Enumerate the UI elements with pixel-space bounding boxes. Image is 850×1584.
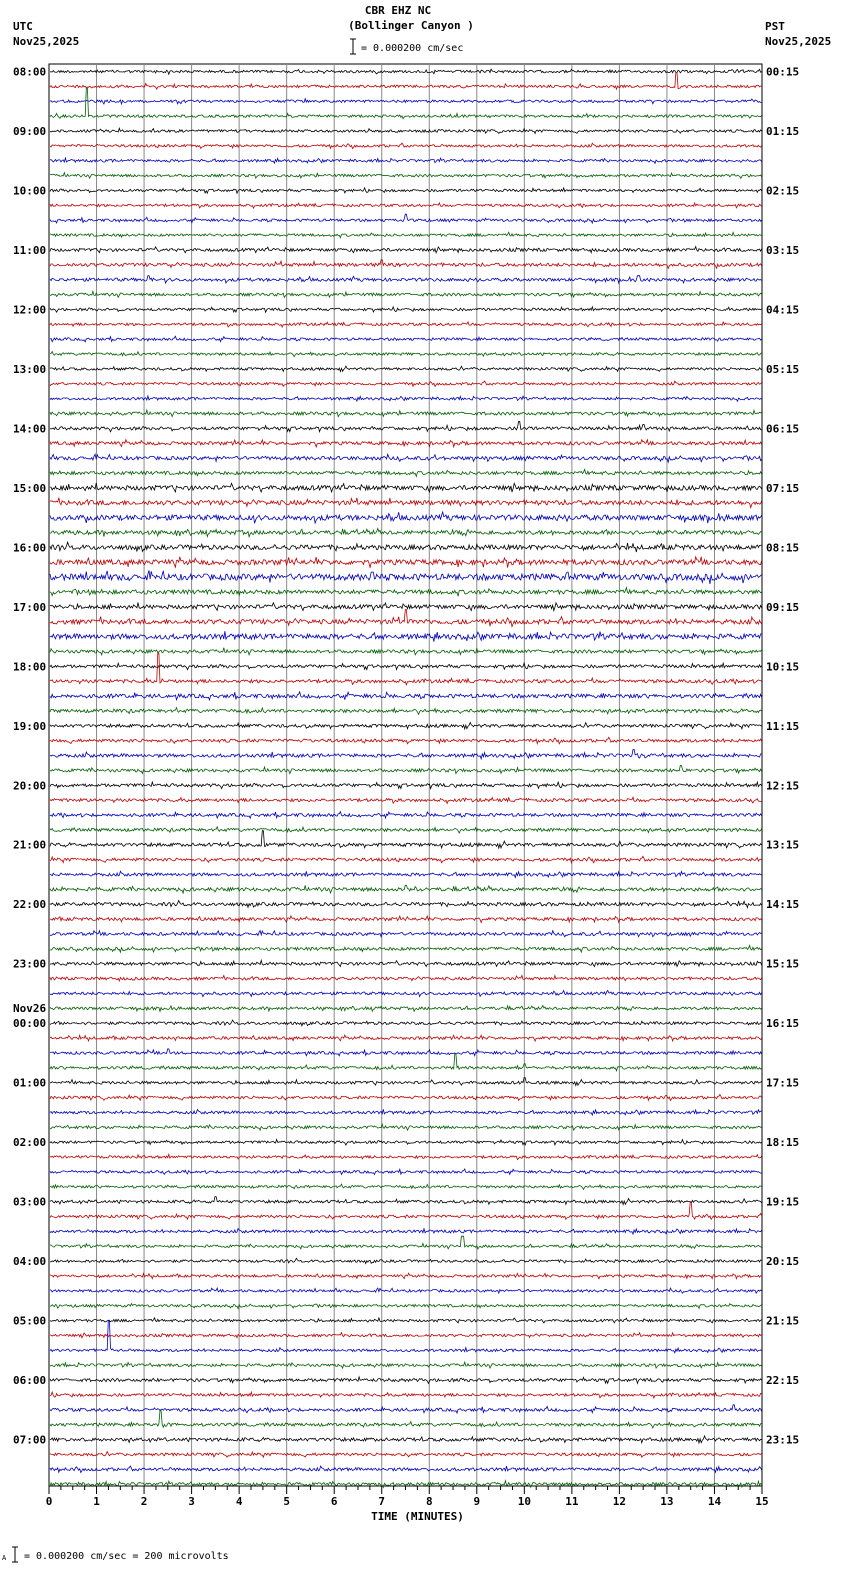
left-time-label: 18:00 xyxy=(13,660,47,674)
left-time-label: 09:00 xyxy=(13,124,47,138)
seismic-trace xyxy=(50,653,762,685)
seismic-trace xyxy=(50,1236,762,1249)
seismic-trace xyxy=(50,454,762,462)
left-time-label: 22:00 xyxy=(13,898,47,912)
x-tick-label: 13 xyxy=(660,1495,674,1508)
x-tick-label: 14 xyxy=(707,1495,722,1508)
left-time-label: 11:00 xyxy=(13,243,47,257)
seismic-trace xyxy=(50,1054,762,1071)
seismic-trace xyxy=(50,990,762,996)
left-time-label: 01:00 xyxy=(13,1076,47,1090)
seismic-trace xyxy=(50,885,762,893)
right-time-label: 12:15 xyxy=(766,779,800,793)
seismic-trace xyxy=(50,143,762,148)
x-tick-label: 9 xyxy=(473,1495,481,1508)
right-time-label: 03:15 xyxy=(766,243,800,257)
seismic-trace xyxy=(50,307,762,312)
x-tick-label: 8 xyxy=(425,1495,433,1508)
right-time-label: 17:15 xyxy=(766,1076,800,1090)
seismic-trace xyxy=(50,322,762,327)
x-tick-label: 5 xyxy=(283,1495,290,1508)
seismic-trace xyxy=(50,128,762,133)
seismic-trace xyxy=(50,750,762,759)
seismic-trace xyxy=(50,366,762,371)
seismic-trace xyxy=(50,1411,762,1428)
left-date: Nov25,2025 xyxy=(13,35,80,48)
seismic-trace xyxy=(50,498,762,508)
header-scale-label: = 0.000200 cm/sec xyxy=(361,43,464,54)
right-time-label: 05:15 xyxy=(766,362,800,376)
right-time-label: 23:15 xyxy=(766,1433,800,1447)
right-time-label: 00:15 xyxy=(766,65,800,79)
left-date-label: Nov26 xyxy=(13,1002,47,1016)
seismic-trace xyxy=(50,782,762,789)
left-time-label: 20:00 xyxy=(13,779,47,793)
left-time-label: 13:00 xyxy=(13,362,47,376)
footer-prefix: A xyxy=(2,1554,7,1562)
seismic-trace xyxy=(50,812,762,819)
seismic-trace xyxy=(50,276,762,283)
seismic-trace xyxy=(50,173,762,179)
seismic-trace xyxy=(50,69,762,74)
seismic-trace xyxy=(50,1140,762,1146)
seismic-trace xyxy=(50,232,762,238)
seismic-trace xyxy=(50,1078,762,1086)
x-tick-label: 15 xyxy=(755,1495,769,1508)
seismic-trace xyxy=(50,1109,762,1115)
right-time-label: 19:15 xyxy=(766,1195,800,1209)
seismic-trace xyxy=(50,1452,762,1458)
seismic-trace xyxy=(50,1154,762,1159)
seismic-trace xyxy=(50,247,762,253)
seismic-trace xyxy=(50,1020,762,1026)
seismic-trace xyxy=(50,1203,762,1220)
seismic-trace xyxy=(50,797,762,803)
seismic-trace xyxy=(50,1228,762,1234)
seismic-trace xyxy=(50,610,762,627)
seismic-trace xyxy=(50,381,762,386)
right-time-label: 09:15 xyxy=(766,600,800,614)
right-time-label: 22:15 xyxy=(766,1374,800,1388)
x-tick-label: 2 xyxy=(140,1495,148,1508)
seismic-trace xyxy=(50,1466,762,1473)
station-title: CBR EHZ NC xyxy=(364,4,432,17)
right-time-label: 15:15 xyxy=(766,957,800,971)
left-timezone: UTC xyxy=(13,20,33,33)
seismic-trace xyxy=(50,421,762,431)
seismic-trace xyxy=(50,1288,762,1293)
left-time-label: 04:00 xyxy=(13,1255,47,1269)
x-tick-label: 7 xyxy=(378,1495,386,1508)
seismic-trace xyxy=(50,352,762,357)
x-tick-label: 1 xyxy=(93,1495,100,1508)
seismic-trace xyxy=(50,931,762,937)
right-time-label: 13:15 xyxy=(766,838,800,852)
right-time-label: 02:15 xyxy=(766,184,800,198)
seismic-trace xyxy=(50,1184,762,1189)
left-time-label: 05:00 xyxy=(13,1314,47,1328)
seismic-trace xyxy=(50,631,762,641)
seismic-trace xyxy=(50,528,762,536)
seismic-trace xyxy=(50,512,762,523)
left-time-label: 07:00 xyxy=(13,1433,47,1447)
seismic-trace xyxy=(50,1377,762,1384)
seismic-trace xyxy=(50,946,762,953)
left-time-label: 08:00 xyxy=(13,65,47,79)
seismic-trace xyxy=(50,901,762,908)
right-time-label: 14:15 xyxy=(766,898,800,912)
seismic-trace xyxy=(50,410,762,417)
seismic-trace xyxy=(50,871,762,877)
seismic-trace xyxy=(50,1197,762,1205)
seismic-trace xyxy=(50,831,762,848)
x-tick-label: 4 xyxy=(235,1495,243,1508)
left-time-label: 02:00 xyxy=(13,1136,47,1150)
right-date: Nov25,2025 xyxy=(765,35,832,48)
seismic-trace xyxy=(50,203,762,208)
seismic-trace xyxy=(50,960,762,966)
right-timezone: PST xyxy=(765,20,785,33)
seismic-trace xyxy=(50,1304,762,1309)
seismic-trace xyxy=(50,214,762,223)
footer-scale-bar-icon xyxy=(11,1546,19,1564)
seismic-trace xyxy=(50,1333,762,1338)
plot-frame xyxy=(49,64,762,1486)
right-time-label: 07:15 xyxy=(766,481,800,495)
seismic-trace xyxy=(50,1392,762,1398)
seismic-trace xyxy=(50,260,762,269)
seismic-trace xyxy=(50,1405,762,1413)
seismic-trace xyxy=(50,1124,762,1130)
seismic-trace xyxy=(50,483,762,492)
footer-scale-label: = 0.000200 cm/sec = 200 microvolts xyxy=(24,1551,229,1562)
right-time-label: 21:15 xyxy=(766,1314,800,1328)
seismic-trace xyxy=(50,663,762,670)
footer-scale xyxy=(2,1546,302,1564)
seismic-trace xyxy=(50,1095,762,1101)
x-tick-label: 3 xyxy=(188,1495,195,1508)
seismic-trace xyxy=(50,916,762,923)
seismic-trace xyxy=(50,99,762,104)
seismic-trace xyxy=(50,72,762,89)
seismic-trace xyxy=(50,1273,762,1279)
left-time-label: 19:00 xyxy=(13,719,47,733)
seismic-trace xyxy=(50,1006,762,1012)
x-tick-label: 6 xyxy=(330,1495,338,1508)
seismic-trace xyxy=(50,188,762,193)
left-time-label: 15:00 xyxy=(13,481,47,495)
seismic-trace xyxy=(50,1362,762,1368)
right-time-label: 06:15 xyxy=(766,422,800,436)
seismic-trace xyxy=(50,692,762,700)
left-time-label: 17:00 xyxy=(13,600,47,614)
left-time-label: 06:00 xyxy=(13,1374,47,1388)
x-tick-label: 11 xyxy=(565,1495,579,1508)
seismic-trace xyxy=(50,1169,762,1175)
seismic-trace xyxy=(50,557,762,568)
seismic-trace xyxy=(50,827,762,833)
x-axis-title: TIME (MINUTES) xyxy=(371,1510,464,1523)
seismic-trace xyxy=(50,765,762,773)
seismic-trace xyxy=(50,469,762,476)
right-time-label: 16:15 xyxy=(766,1017,800,1031)
seismic-trace xyxy=(50,976,762,982)
left-time-label: 23:00 xyxy=(13,957,47,971)
seismic-trace xyxy=(50,1049,762,1056)
seismic-trace xyxy=(50,722,762,729)
seismic-trace xyxy=(50,648,762,655)
seismic-trace xyxy=(50,570,762,584)
station-subtitle: (Bollinger Canyon ) xyxy=(348,19,474,32)
seismic-trace xyxy=(50,1436,762,1443)
right-time-label: 20:15 xyxy=(766,1255,800,1269)
seismic-trace xyxy=(50,440,762,447)
right-time-label: 08:15 xyxy=(766,541,800,555)
right-time-label: 04:15 xyxy=(766,303,800,317)
seismic-trace xyxy=(50,1318,762,1323)
left-time-label: 03:00 xyxy=(13,1195,47,1209)
left-time-label: 10:00 xyxy=(13,184,47,198)
seismic-trace xyxy=(50,1035,762,1041)
right-time-label: 10:15 xyxy=(766,660,800,674)
x-tick-label: 12 xyxy=(612,1495,627,1508)
seismic-trace xyxy=(50,588,762,597)
x-tick-label: 10 xyxy=(517,1495,531,1508)
left-time-label: 16:00 xyxy=(13,541,47,555)
seismic-trace xyxy=(50,708,762,715)
x-tick-label: 0 xyxy=(45,1495,53,1508)
right-time-label: 18:15 xyxy=(766,1136,800,1150)
seismic-trace xyxy=(50,542,762,552)
left-time-label: 00:00 xyxy=(13,1017,47,1031)
left-time-label: 21:00 xyxy=(13,838,47,852)
seismic-trace xyxy=(50,158,762,163)
right-time-label: 11:15 xyxy=(766,719,800,733)
seismic-trace xyxy=(50,291,762,297)
seismic-trace xyxy=(50,88,762,119)
seismic-trace xyxy=(50,856,762,863)
right-time-label: 01:15 xyxy=(766,124,800,138)
left-time-label: 12:00 xyxy=(13,303,47,317)
left-time-label: 14:00 xyxy=(13,422,47,436)
seismic-trace xyxy=(50,396,762,401)
seismic-trace xyxy=(50,336,762,342)
seismic-trace xyxy=(50,1258,762,1263)
seismic-trace xyxy=(50,737,762,744)
